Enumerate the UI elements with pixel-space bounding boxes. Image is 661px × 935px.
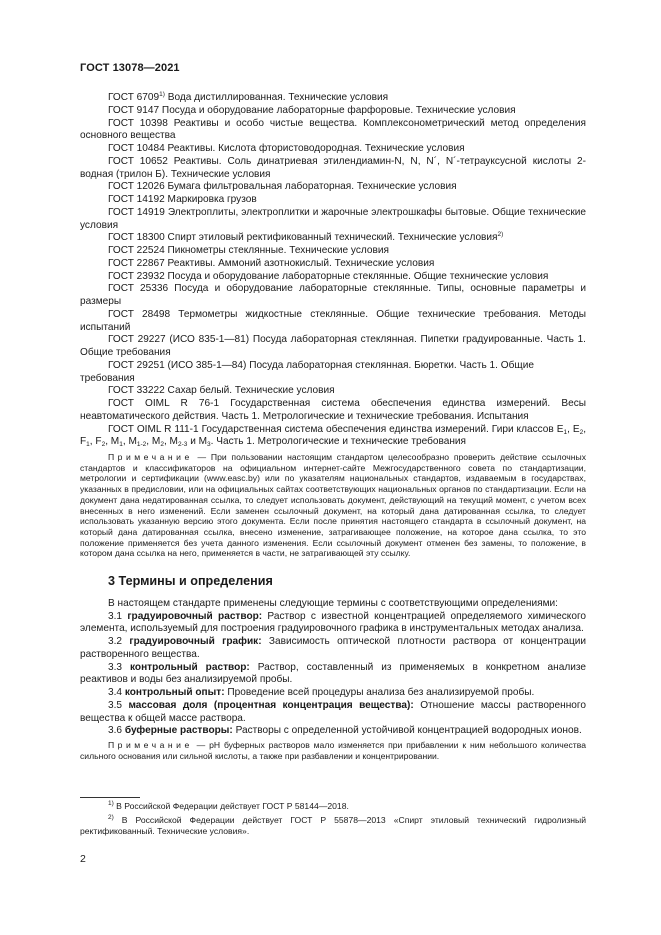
ref-29227: ГОСТ 29227 (ИСО 835-1—81) Посуда лабораторная стеклянная. Пипетки градуированные. Часть 1. Общие требования [80,334,586,358]
footnotes [80,801,586,836]
note-label: Примечание [108,452,193,462]
ref-oiml-111: ГОСТ OIML R 111-1 Государственная система обеспечения единства измерений. Гири классов $E_1$, $E_2$, $F_1$, $F_2$, $M_1$, $M_{1-2}$, $M_2$, $M_{2-3}$ и $M_3$. Часть 1. Метрологические и технические требования [80,423,587,449]
term-3-6: 3.6 буферные растворы: Растворы с определенной устойчивой концентрацией водородных ионов. [108,725,582,737]
ref-14919: ГОСТ 14919 Электроплиты, электроплитки и жарочные электрошкафы бытовые. Общие технические условия [80,206,586,231]
section-3-title: 3 Термины и определения [108,574,273,589]
ref-33222: ГОСТ 33222 Сахар белый. Технические условия [108,385,335,397]
footnote-1: $^{1)}$ В Российской Федерации действует ГОСТ Р 58144—2018. [108,800,349,811]
term-3-3: 3.3 контрольный раствор: Раствор, составленный из применяемых в конкретном анализе реактивов и воды без анализируемой пробы. [80,661,586,686]
footnote-2: $^{2)}$ В Российской Федерации действует ГОСТ Р 55878—2013 «Спирт этиловый технический гидролизный ректификованный. Технические условия». [80,813,586,836]
ref-28498: ГОСТ 28498 Термометры жидкостные стеклянные. Общие технические требования. Методы испытаний [80,308,586,333]
ref-10398: ГОСТ 10398 Реактивы и особо чистые вещества. Комплексонометрический метод определения основного вещества [80,117,586,142]
ref-9147: ГОСТ 9147 Посуда и оборудование лабораторные фарфоровые. Технические условия [108,104,516,116]
note-references: Примечание — При пользовании настоящим стандартом целесообразно проверить действие ссылочных стандартов и классификаторов на официальном интернет-сайте Межгосударственного совета по стандартизации, метрологии и сертификации (www.easc.by) или по указателям национальных стандартов, издаваемым в государствах, указанных в предисловии, или на официальных сайтах соответствующих национальных органов по стандартизации. Если на документ дана недатированная ссылка, то следует использовать документ, действующий на текущий момент, с учетом всех внесенных в него изменений. Если заменен ссылочный документ, на который дана датированная ссылка, то следует использовать указанную версию этого документа. Если после принятия настоящего стандарта в ссылочный документ, на который дана датированная ссылка, внесено изменение, затрагивающее положение, на которое дана ссылка, то это положение применяется без учета данного изменения. Если ссылочный документ отменен без замены, то положение, в котором дана ссылка на него, применяется в части, не затрагивающей эту ссылку. [80,452,586,559]
ref-29251: ГОСТ 29251 (ИСО 385-1—84) Посуда лабораторная стеклянная. Бюретки. Часть 1. Общие требования [80,359,534,384]
term-3-4: 3.4 контрольный опыт: Проведение всей процедуры анализа без анализируемой пробы. [108,687,535,699]
ref-23932: ГОСТ 23932 Посуда и оборудование лабораторные стеклянные. Общие технические условия [108,270,549,282]
section-3-intro: В настоящем стандарте применены следующие термины с соответствующими определениями: [108,597,558,609]
term-3-2: 3.2 градуировочный график: Зависимость оптической плотности раствора от концентрации растворенного вещества. [80,636,587,660]
note-buffer: Примечание — рН буферных растворов мало изменяется при прибавлении к ним небольшого количества сильного основания или сильной кислоты, а также при разбавлении и концентрировании. [80,740,586,761]
ref-6709: ГОСТ 6709$^{1)}$ Вода дистиллированная. Технические условия [108,91,389,103]
footnote-divider [80,797,140,798]
document-header: ГОСТ 13078—2021 [80,62,180,74]
ref-oiml-76: ГОСТ OIML R 76-1 Государственная система обеспечения единства измерений. Весы неавтоматического действия. Часть 1. Метрологические и технические требования. Испытания [80,398,586,422]
term-3-5: 3.5 массовая доля (процентная концентрация вещества): Отношение массы растворенного вещества к общей массе раствора. [80,699,586,724]
main-content [80,92,586,761]
ref-25336: ГОСТ 25336 Посуда и оборудование лабораторные стеклянные. Типы, основные параметры и размеры [80,283,586,307]
ref-22524: ГОСТ 22524 Пикнометры стеклянные. Технические условия [108,245,389,256]
ref-22867: ГОСТ 22867 Реактивы. Аммоний азотнокислый. Технические условия [108,257,435,269]
ref-10652: ГОСТ 10652 Реактивы. Соль динатриевая этилендиамин-N, N, N´, N´-тетрауксусной кислоты 2-водная (трилон Б). Технические условия [80,155,586,180]
ref-12026: ГОСТ 12026 Бумага фильтровальная лабораторная. Технические условия [108,181,457,193]
ref-14192: ГОСТ 14192 Маркировка грузов [108,194,257,205]
ref-10484: ГОСТ 10484 Реактивы. Кислота фтористоводородная. Технические условия [108,143,465,154]
note-label: Примечание [108,740,193,751]
ref-18300: ГОСТ 18300 Спирт этиловый ректификованный технический. Технические условия$^{2)}$ [108,231,504,244]
page-number: 2 [80,853,86,865]
term-3-1: 3.1 градуировочный раствор: Раствор с известной концентрацией определяемого химического элемента, используемый для построения градуировочного графика в инструментальных методах анализа. [80,610,587,635]
